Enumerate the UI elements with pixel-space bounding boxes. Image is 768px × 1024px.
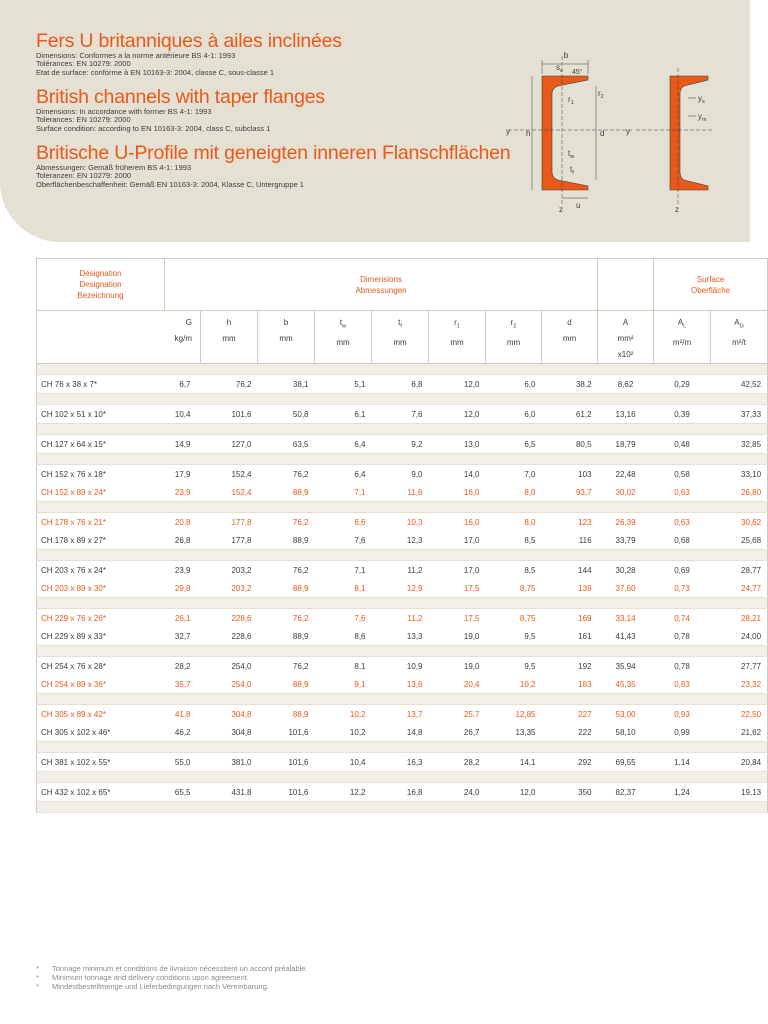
label-ys: $y_s$ <box>698 94 705 105</box>
value-cell-A: 26,39 <box>615 517 636 527</box>
value-cell-tw: 10,4 <box>349 757 366 767</box>
value-cell-tf: 13,6 <box>406 679 423 689</box>
value-cell-tw: 6,4 <box>354 469 366 479</box>
value-cell-b: 76,2 <box>292 613 309 623</box>
value-cell-d: 38,2 <box>575 379 592 389</box>
value-cell-h: 304,8 <box>231 709 252 719</box>
value-cell-d: 192 <box>578 661 592 671</box>
value-cell-b: 38,1 <box>292 379 309 389</box>
value-cell-tf: 7,6 <box>411 409 423 419</box>
label-d: d <box>600 129 605 138</box>
spec-line: Abmessungen: Gemäß früherem BS 4-1: 1993 <box>36 163 192 172</box>
unit-cell-AG: $A_G$ m²/t <box>711 311 768 364</box>
label-tw: $t_w$ <box>568 149 575 160</box>
value-cell-tw: 12,2 <box>349 787 366 797</box>
value-cell-G: 35,7 <box>174 679 191 689</box>
label-h: h <box>526 129 531 138</box>
header-area-blank <box>598 259 654 311</box>
value-cell-r1: 17,0 <box>463 565 480 575</box>
value-cell-AL: 0,69 <box>674 565 690 575</box>
value-cell-d: 144 <box>578 565 592 575</box>
designation-cell: CH 203 x 89 x 30* <box>41 583 106 593</box>
header-dimensions: Dimensions Abmessungen <box>165 259 598 311</box>
spec-line: Tolerances: EN 10279: 2000 <box>36 115 131 125</box>
value-cell-AL: 0,68 <box>674 535 690 545</box>
value-cell-tf: 16,3 <box>406 757 423 767</box>
value-cell-AG: 19,13 <box>741 787 762 797</box>
value-cell-AL: 0,78 <box>674 661 690 671</box>
value-cell-b: 76,2 <box>292 517 309 527</box>
unit-cell-h: h mm <box>201 311 258 364</box>
designation-cell: CH 305 x 102 x 46* <box>41 727 111 737</box>
row-spacer <box>37 694 768 705</box>
designation-cell: CH 178 x 76 x 21* <box>41 517 106 527</box>
table-row <box>37 675 768 694</box>
header-en <box>36 86 325 133</box>
value-cell-tw: 7,1 <box>354 487 366 497</box>
value-cell-tf: 12,9 <box>406 583 423 593</box>
value-cell-AL: 0,39 <box>674 409 690 419</box>
table-body <box>37 364 768 813</box>
value-cell-h: 152,4 <box>231 469 252 479</box>
table-row <box>37 705 768 724</box>
channel-properties-table <box>36 258 768 813</box>
value-cell-d: 292 <box>578 757 592 767</box>
value-cell-AL: 0,48 <box>674 439 690 449</box>
row-spacer <box>37 502 768 513</box>
value-cell-AL: 0,83 <box>674 679 690 689</box>
value-cell-G: 17,9 <box>174 469 191 479</box>
value-cell-tf: 10,9 <box>406 661 423 671</box>
value-cell-r1: 17,5 <box>463 613 480 623</box>
value-cell-r2: 14,1 <box>519 757 536 767</box>
table-row <box>37 531 768 550</box>
header-surface: Surface Oberfläche <box>654 259 768 311</box>
value-cell-tw: 9,1 <box>354 679 366 689</box>
value-cell-b: 76,2 <box>292 469 309 479</box>
value-cell-G: 20,8 <box>174 517 191 527</box>
unit-cell-AL: $A_L$ m²/m <box>654 311 711 364</box>
row-spacer <box>37 424 768 435</box>
unit-cell-A: A mm² x10² <box>598 311 654 364</box>
value-cell-A: 33,14 <box>615 613 636 623</box>
unit-cell-d: d mm <box>542 311 598 364</box>
value-cell-r2: 8,5 <box>524 535 536 545</box>
table-row <box>37 723 768 742</box>
value-cell-A: 82,37 <box>615 787 636 797</box>
value-cell-A: 13,16 <box>615 409 636 419</box>
value-cell-A: 30,02 <box>615 487 636 497</box>
value-cell-b: 88,9 <box>292 709 309 719</box>
value-cell-G: 65,5 <box>174 787 191 797</box>
value-cell-AG: 26,80 <box>741 487 762 497</box>
value-cell-G: 10,4 <box>174 409 191 419</box>
value-cell-AG: 28,77 <box>741 565 762 575</box>
value-cell-r2: 8,0 <box>524 517 536 527</box>
value-cell-h: 228,6 <box>231 631 252 641</box>
value-cell-AL: 0,58 <box>674 469 690 479</box>
value-cell-r2: 10,2 <box>519 679 536 689</box>
value-cell-AL: 0,78 <box>674 631 690 641</box>
value-cell-d: 227 <box>578 709 592 719</box>
value-cell-r2: 12,85 <box>515 709 536 719</box>
value-cell-AG: 24,00 <box>741 631 762 641</box>
header-designation: Désignation Designation Bezeichnung <box>37 259 165 311</box>
label-s: $s_s$ <box>556 63 563 74</box>
value-cell-AG: 28,21 <box>741 613 762 623</box>
row-spacer <box>37 598 768 609</box>
value-cell-G: 26,1 <box>174 613 191 623</box>
value-cell-A: 35,94 <box>615 661 636 671</box>
value-cell-d: 103 <box>578 469 592 479</box>
table-row <box>37 627 768 646</box>
value-cell-AL: 1,14 <box>674 757 690 767</box>
value-cell-AL: 0,63 <box>674 517 690 527</box>
value-cell-b: 101,6 <box>288 787 309 797</box>
header-panel <box>0 0 750 242</box>
value-cell-b: 101,6 <box>288 727 309 737</box>
value-cell-h: 254,0 <box>231 679 252 689</box>
value-cell-G: 23,9 <box>174 565 191 575</box>
value-cell-r2: 6,5 <box>524 439 536 449</box>
value-cell-AG: 37,33 <box>741 409 762 419</box>
value-cell-AL: 0,74 <box>674 613 690 623</box>
label-b: b <box>563 51 569 60</box>
value-cell-r1: 14,0 <box>463 469 480 479</box>
designation-cell: CH 127 x 64 x 15* <box>41 439 106 449</box>
channel-section-shape <box>542 76 588 190</box>
row-spacer <box>37 802 768 813</box>
value-cell-AL: 1,24 <box>674 787 690 797</box>
designation-cell: CH 229 x 89 x 33* <box>41 631 106 641</box>
value-cell-b: 88,9 <box>292 487 309 497</box>
designation-cell: CH 305 x 89 x 42* <box>41 709 106 719</box>
value-cell-d: 350 <box>578 787 592 797</box>
label-ym: $y_m$ <box>698 112 707 123</box>
table-row <box>37 405 768 424</box>
value-cell-d: 123 <box>578 517 592 527</box>
designation-cell: CH 102 x 51 x 10* <box>41 409 106 419</box>
value-cell-AG: 27,77 <box>741 661 762 671</box>
designation-cell: CH 432 x 102 x 65* <box>41 787 111 797</box>
value-cell-AG: 30,62 <box>741 517 762 527</box>
value-cell-d: 80,5 <box>575 439 592 449</box>
value-cell-r2: 8,0 <box>524 487 536 497</box>
value-cell-b: 50,8 <box>292 409 309 419</box>
value-cell-G: 46,2 <box>174 727 191 737</box>
value-cell-h: 203,2 <box>231 583 252 593</box>
value-cell-h: 152,4 <box>231 487 252 497</box>
value-cell-tw: 8,1 <box>354 583 366 593</box>
value-cell-h: 228,6 <box>231 613 252 623</box>
value-cell-AG: 22,50 <box>741 709 762 719</box>
value-cell-tf: 13,7 <box>406 709 423 719</box>
label-u: u <box>576 201 581 210</box>
value-cell-r1: 16,0 <box>463 487 480 497</box>
designation-cell: CH 254 x 76 x 28* <box>41 661 106 671</box>
value-cell-r1: 13,0 <box>463 439 480 449</box>
value-cell-d: 116 <box>578 535 592 545</box>
value-cell-r1: 19,0 <box>463 661 480 671</box>
table-row <box>37 435 768 454</box>
value-cell-tw: 7,6 <box>354 535 366 545</box>
value-cell-r1: 24,0 <box>463 787 480 797</box>
value-cell-r2: 6,0 <box>524 379 536 389</box>
label-z-right: z <box>675 205 679 214</box>
value-cell-tf: 16,8 <box>406 787 423 797</box>
value-cell-A: 45,35 <box>615 679 636 689</box>
value-cell-r2: 8,75 <box>519 583 536 593</box>
value-cell-h: 203,2 <box>231 565 252 575</box>
value-cell-tf: 11,2 <box>407 613 423 623</box>
value-cell-G: 29,8 <box>174 583 191 593</box>
value-cell-tf: 9,0 <box>411 469 423 479</box>
title-de: Britische U-Profile mit geneigten inneren Flanschflächen <box>36 142 511 164</box>
spec-line: Tolérances: EN 10279: 2000 <box>36 59 131 69</box>
value-cell-r2: 9,5 <box>524 661 536 671</box>
value-cell-tf: 13,3 <box>406 631 423 641</box>
value-cell-AL: 0,63 <box>674 487 690 497</box>
label-z-left: z <box>559 205 563 214</box>
value-cell-b: 88,9 <box>292 679 309 689</box>
value-cell-d: 183 <box>578 679 592 689</box>
value-cell-r1: 16,0 <box>463 517 480 527</box>
value-cell-AL: 0,93 <box>674 709 690 719</box>
value-cell-r1: 12,0 <box>463 379 480 389</box>
value-cell-G: 32,7 <box>174 631 191 641</box>
value-cell-r1: 28,2 <box>463 757 480 767</box>
unit-cell-G: G kg/m <box>165 311 201 364</box>
header-de <box>36 142 510 189</box>
label-tf: $t_f$ <box>570 165 574 176</box>
value-cell-G: 28,2 <box>174 661 191 671</box>
table-row <box>37 561 768 580</box>
value-cell-tw: 7,1 <box>354 565 366 575</box>
value-cell-AG: 24,77 <box>741 583 762 593</box>
value-cell-AG: 20,84 <box>741 757 762 767</box>
designation-cell: CH 381 x 102 x 55* <box>41 757 111 767</box>
title-en: British channels with taper flanges <box>36 86 325 108</box>
label-r2: $r_2$ <box>598 89 604 100</box>
value-cell-r2: 7,0 <box>524 469 536 479</box>
value-cell-r1: 12,0 <box>463 409 480 419</box>
value-cell-tw: 6,6 <box>354 517 366 527</box>
table-row <box>37 657 768 676</box>
value-cell-AG: 25,68 <box>741 535 762 545</box>
spec-line: Dimensions: Conformes a la norme antérieure BS 4-1: 1993 <box>36 51 236 60</box>
row-spacer <box>37 364 768 375</box>
spec-line: Etat de surface: conforme à EN 10163-3: 2004, classe C, sous-classe 1 <box>36 67 275 77</box>
value-cell-d: 93,7 <box>575 487 592 497</box>
value-cell-r2: 8,5 <box>524 565 536 575</box>
table-row <box>37 513 768 532</box>
footnote: * Mindestbestellmenge und Lieferbedingungen nach Vereinbarung. <box>36 982 269 991</box>
value-cell-AL: 0,99 <box>674 727 690 737</box>
label-r1: $r_1$ <box>568 95 574 106</box>
value-cell-A: 8,62 <box>617 379 634 389</box>
footnotes <box>36 964 308 991</box>
value-cell-r1: 17,0 <box>463 535 480 545</box>
table-header <box>37 259 768 364</box>
designation-cell: CH 76 x 38 x 7* <box>41 379 98 389</box>
value-cell-h: 177,8 <box>231 517 252 527</box>
value-cell-b: 76,2 <box>292 661 309 671</box>
spec-line: Toleranzen: EN 10279: 2000 <box>36 171 132 181</box>
value-cell-G: 14,9 <box>174 439 191 449</box>
value-cell-tw: 6,4 <box>354 439 366 449</box>
designation-cell: CH 152 x 76 x 18* <box>41 469 106 479</box>
value-cell-AG: 42,52 <box>741 379 762 389</box>
value-cell-AG: 33,10 <box>741 469 762 479</box>
value-cell-AG: 21,62 <box>741 727 762 737</box>
value-cell-tw: 10,2 <box>349 709 366 719</box>
table-row <box>37 753 768 772</box>
value-cell-A: 69,55 <box>615 757 636 767</box>
channel-section-shape-right <box>670 76 708 190</box>
designation-cell: CH 203 x 76 x 24* <box>41 565 106 575</box>
value-cell-A: 22,48 <box>615 469 636 479</box>
value-cell-A: 58,10 <box>615 727 636 737</box>
title-fr: Fers U britanniques à ailes inclinées <box>36 30 342 52</box>
value-cell-d: 161 <box>578 631 592 641</box>
value-cell-tw: 10,2 <box>349 727 366 737</box>
table-row <box>37 375 768 394</box>
value-cell-tw: 7,6 <box>354 613 366 623</box>
value-cell-tf: 12,3 <box>406 535 423 545</box>
value-cell-d: 139 <box>578 583 592 593</box>
value-cell-r2: 9,5 <box>524 631 536 641</box>
value-cell-A: 37,60 <box>615 583 636 593</box>
value-cell-b: 88,9 <box>292 631 309 641</box>
value-cell-tw: 8,1 <box>354 661 366 671</box>
unit-cell-b: b mm <box>258 311 315 364</box>
unit-cell-r1: $r_1$ mm <box>429 311 486 364</box>
value-cell-h: 76,2 <box>235 379 252 389</box>
unit-row <box>37 311 768 364</box>
value-cell-G: 26,8 <box>174 535 191 545</box>
value-cell-d: 61,2 <box>575 409 592 419</box>
value-cell-r2: 12,0 <box>519 787 536 797</box>
table-row <box>37 783 768 802</box>
value-cell-h: 177,8 <box>231 535 252 545</box>
value-cell-r1: 20,4 <box>463 679 480 689</box>
designation-cell: CH 178 x 89 x 27* <box>41 535 106 545</box>
value-cell-A: 33,79 <box>615 535 636 545</box>
value-cell-h: 254,0 <box>231 661 252 671</box>
row-spacer <box>37 772 768 783</box>
value-cell-AG: 32,85 <box>741 439 762 449</box>
value-cell-tf: 11,6 <box>407 487 423 497</box>
value-cell-b: 101,6 <box>288 757 309 767</box>
unit-cell-tf: $t_f$ mm <box>372 311 429 364</box>
channel-section-diagram <box>500 44 730 214</box>
value-cell-tf: 6,8 <box>411 379 423 389</box>
value-cell-r1: 17,5 <box>463 583 480 593</box>
value-cell-d: 222 <box>578 727 592 737</box>
row-spacer <box>37 454 768 465</box>
designation-cell: CH 152 x 89 x 24* <box>41 487 106 497</box>
table-row <box>37 465 768 484</box>
value-cell-tw: 5,1 <box>354 379 366 389</box>
value-cell-r1: 25,7 <box>463 709 480 719</box>
unit-designation-blank <box>37 311 165 364</box>
value-cell-tf: 11,2 <box>407 565 423 575</box>
value-cell-b: 63,5 <box>292 439 309 449</box>
value-cell-d: 169 <box>578 613 592 623</box>
value-cell-tf: 14,8 <box>406 727 423 737</box>
value-cell-tf: 10,3 <box>406 517 423 527</box>
row-spacer <box>37 646 768 657</box>
spec-line: Oberflächenbeschaffenheit: Gemäß EN 10163-3: 2004, Klasse C, Untergruppe 1 <box>36 179 304 189</box>
row-spacer <box>37 742 768 753</box>
value-cell-b: 88,9 <box>292 535 309 545</box>
table-row <box>37 609 768 628</box>
spec-line: Dimensions: In accordance with former BS 4-1: 1993 <box>36 107 212 116</box>
value-cell-b: 76,2 <box>292 565 309 575</box>
value-cell-h: 127,0 <box>231 439 252 449</box>
label-angle: 45° <box>572 69 583 76</box>
value-cell-G: 41,8 <box>174 709 191 719</box>
value-cell-r2: 8,75 <box>519 613 536 623</box>
value-cell-AG: 23,32 <box>741 679 762 689</box>
label-y-right: y <box>626 127 630 136</box>
value-cell-G: 23,9 <box>174 487 191 497</box>
unit-cell-r2: $r_2$ mm <box>486 311 542 364</box>
value-cell-r1: 26,7 <box>463 727 480 737</box>
value-cell-r2: 6,0 <box>524 409 536 419</box>
value-cell-h: 101,6 <box>231 409 252 419</box>
row-spacer <box>37 394 768 405</box>
value-cell-A: 53,00 <box>615 709 636 719</box>
value-cell-A: 41,43 <box>615 631 636 641</box>
value-cell-tw: 6,1 <box>354 409 366 419</box>
table-row <box>37 483 768 502</box>
footnote: * Minimum tonnage and delivery conditions upon agreement. <box>36 973 249 982</box>
footnote: * Tonnage minimum et conditions de livraison nécessitent un accord préalable. <box>36 964 308 973</box>
value-cell-AL: 0,29 <box>674 379 690 389</box>
value-cell-tf: 9,2 <box>411 439 423 449</box>
value-cell-h: 431,8 <box>231 787 252 797</box>
unit-cell-tw: $t_w$ mm <box>315 311 372 364</box>
value-cell-A: 18,79 <box>615 439 636 449</box>
value-cell-G: 6,7 <box>179 379 191 389</box>
value-cell-AL: 0,73 <box>674 583 690 593</box>
value-cell-h: 381,0 <box>231 757 252 767</box>
label-y-left: y <box>506 127 510 136</box>
designation-cell: CH 229 x 76 x 26* <box>41 613 106 623</box>
value-cell-r2: 13,35 <box>515 727 536 737</box>
value-cell-h: 304,8 <box>231 727 252 737</box>
value-cell-A: 30,28 <box>615 565 636 575</box>
table-row <box>37 579 768 598</box>
header-fr <box>36 30 342 77</box>
designation-cell: CH 254 x 89 x 36* <box>41 679 106 689</box>
row-spacer <box>37 550 768 561</box>
spec-line: Surface condition: according to EN 10163-3: 2004, class C, subclass 1 <box>36 123 271 133</box>
value-cell-r1: 19,0 <box>463 631 480 641</box>
value-cell-G: 55,0 <box>174 757 191 767</box>
value-cell-b: 88,9 <box>292 583 309 593</box>
value-cell-tw: 8,6 <box>354 631 366 641</box>
